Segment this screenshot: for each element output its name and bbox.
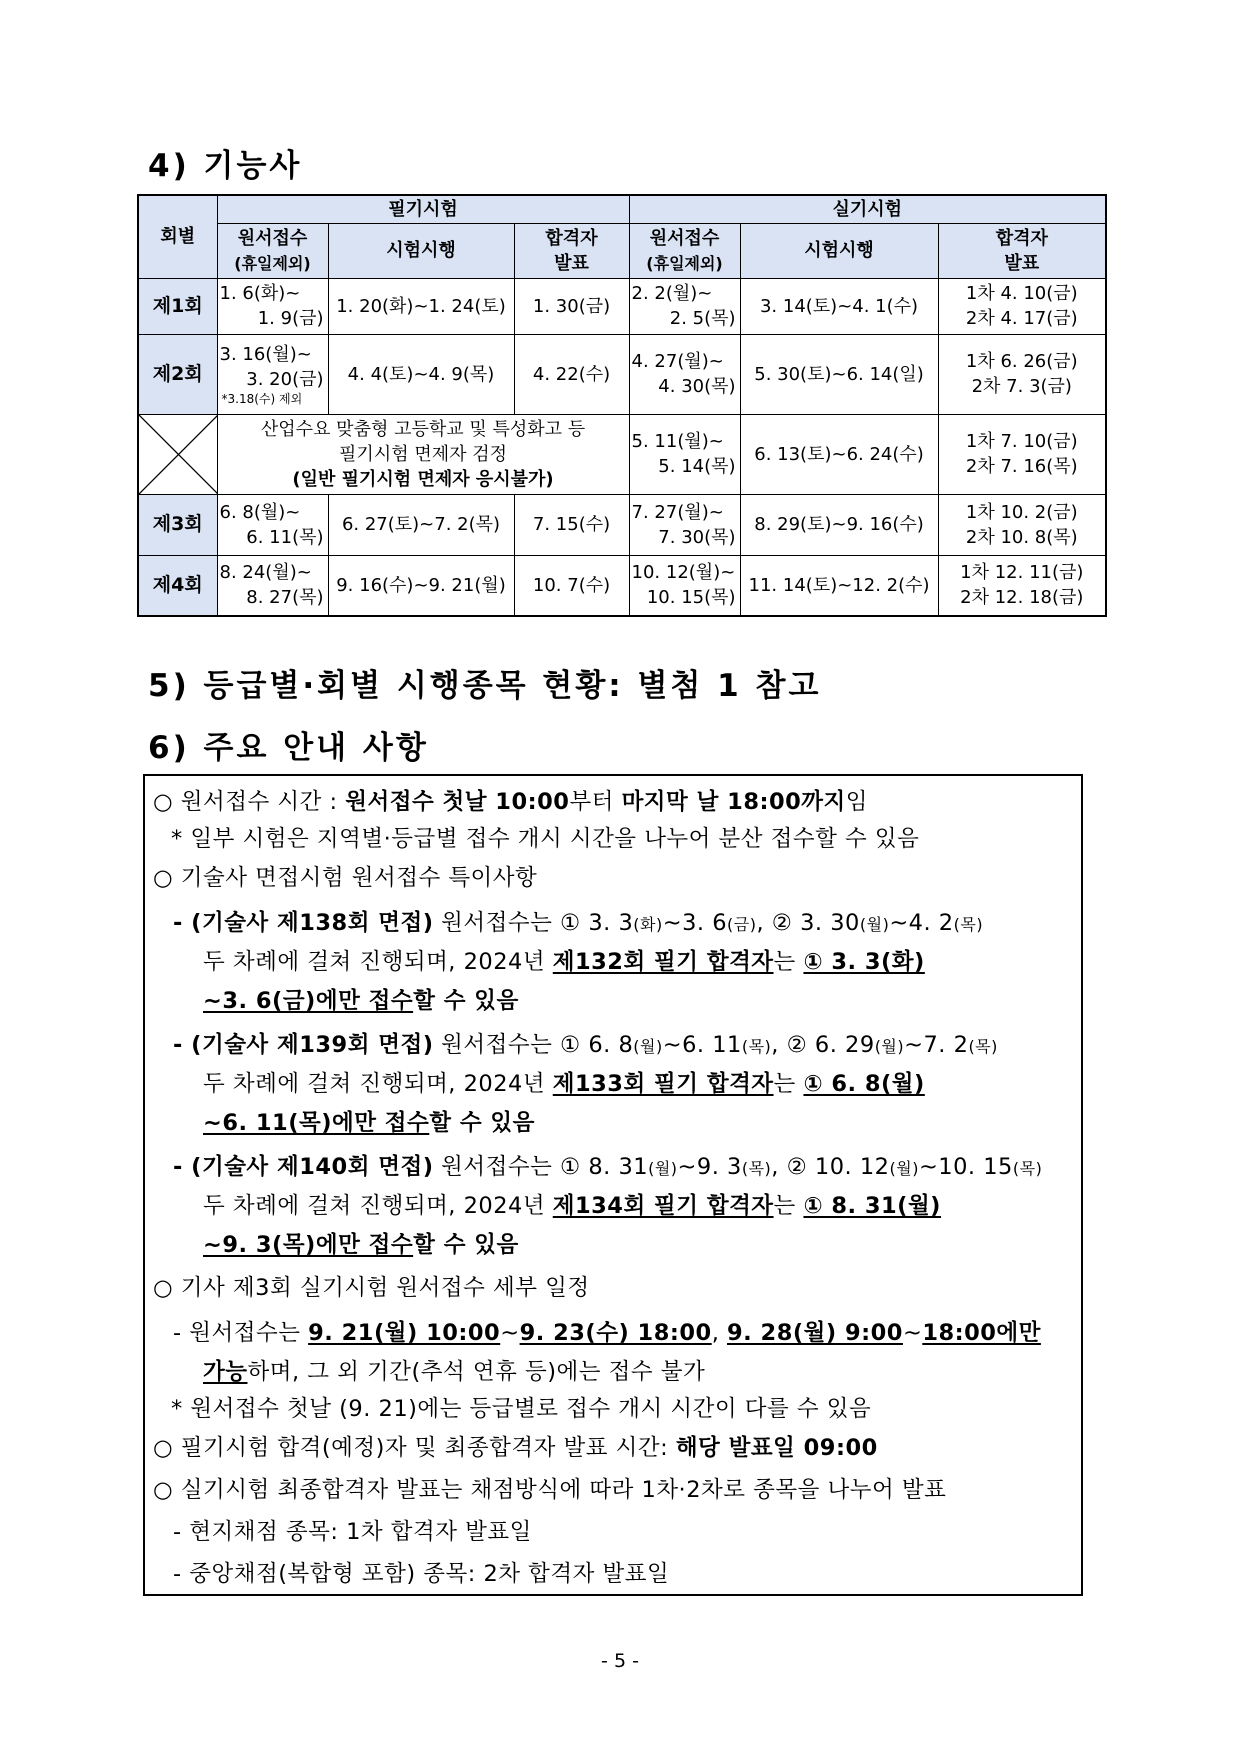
practical-apply-cell: 7. 27(월)~ 7. 30(목) <box>629 494 740 555</box>
practical-apply-cell: 5. 11(월)~ 5. 14(목) <box>629 414 740 494</box>
note-engineer-round3: ○ 기사 제3회 실기시험 원서접수 세부 일정 <box>153 1275 590 1301</box>
written-exam-cell: 4. 4(토)~4. 9(목) <box>328 334 514 414</box>
note-pe-138-line3: ~3. 6(금)에만 접수할 수 있음 <box>203 988 519 1014</box>
written-apply-cell: 6. 8(월)~ 6. 11(목) <box>217 494 328 555</box>
practical-apply-cell: 10. 12(월)~ 10. 15(목) <box>629 555 740 616</box>
written-exam-cell: 1. 20(화)~1. 24(토) <box>328 278 514 334</box>
practical-exam-cell: 5. 30(토)~6. 14(일) <box>740 334 938 414</box>
header-practical-group: 실기시험 <box>629 195 1106 223</box>
exempt-exam-note: 산업수요 맞춤형 고등학교 및 특성화고 등 필기시험 면제자 검정 (일반 필기시험 면제자 응시불가) <box>217 414 629 494</box>
header-written-apply: 원서접수 (휴일제외) <box>217 223 328 278</box>
note-pe-140-line3: ~9. 3(목)에만 접수할 수 있음 <box>203 1232 519 1258</box>
note-pe-140-line1: - (기술사 제140회 면접) 원서접수는 ① 8. 31(월)~9. 3(목), ② 10. 12(월)~10. 15(목) <box>173 1154 1043 1180</box>
round-label: 제2회 <box>138 334 217 414</box>
written-result-cell: 1. 30(금) <box>514 278 629 334</box>
practical-exam-cell: 6. 13(토)~6. 24(수) <box>740 414 938 494</box>
practical-exam-cell: 8. 29(토)~9. 16(수) <box>740 494 938 555</box>
section-heading-6: 6) 주요 안내 사항 <box>148 730 429 766</box>
written-result-cell: 10. 7(수) <box>514 555 629 616</box>
section-heading-4: 4) 기능사 <box>148 148 303 184</box>
note-practical-result-local: - 현지채점 종목: 1차 합격자 발표일 <box>173 1519 532 1545</box>
practical-exam-cell: 11. 14(토)~12. 2(수) <box>740 555 938 616</box>
written-result-cell: 7. 15(수) <box>514 494 629 555</box>
note-practical-result-central: - 중앙채점(복합형 포함) 종목: 2차 합격자 발표일 <box>173 1561 670 1587</box>
round-label: 제1회 <box>138 278 217 334</box>
header-practical-exam: 시험시행 <box>740 223 938 278</box>
header-written-exam: 시험시행 <box>328 223 514 278</box>
round-label: 제3회 <box>138 494 217 555</box>
empty-crossed-cell <box>138 414 217 494</box>
note-pe-138-line1: - (기술사 제138회 면접) 원서접수는 ① 3. 3(화)~3. 6(금), ② 3. 30(월)~4. 2(목) <box>173 910 984 936</box>
practical-result-cell: 1차 10. 2(금) 2차 10. 8(목) <box>938 494 1106 555</box>
practical-exam-cell: 3. 14(토)~4. 1(수) <box>740 278 938 334</box>
table-row <box>138 334 1106 414</box>
written-exam-cell: 9. 16(수)~9. 21(월) <box>328 555 514 616</box>
practical-result-cell: 1차 12. 11(금) 2차 12. 18(금) <box>938 555 1106 616</box>
written-apply-cell: 1. 6(화)~ 1. 9(금) <box>217 278 328 334</box>
page-number: - 5 - <box>601 1650 639 1672</box>
table-row <box>138 414 1106 494</box>
written-apply-cell: 8. 24(월)~ 8. 27(목) <box>217 555 328 616</box>
practical-result-cell: 1차 6. 26(금) 2차 7. 3(금) <box>938 334 1106 414</box>
practical-apply-cell: 2. 2(월)~ 2. 5(목) <box>629 278 740 334</box>
note-engineer-round3-line2: 가능하며, 그 외 기간(추석 연휴 등)에는 접수 불가 <box>203 1359 706 1385</box>
table-row <box>138 278 1106 334</box>
note-pe-139-line2: 두 차례에 걸쳐 진행되며, 2024년 제133회 필기 합격자는 ① 6. 8(월) <box>203 1071 925 1097</box>
note-pe-139-line3: ~6. 11(목)에만 접수할 수 있음 <box>203 1110 535 1136</box>
table-row <box>138 494 1106 555</box>
practical-result-cell: 1차 7. 10(금) 2차 7. 16(목) <box>938 414 1106 494</box>
schedule-table <box>137 194 1107 617</box>
note-pe-138-line2: 두 차례에 걸쳐 진행되며, 2024년 제132회 필기 합격자는 ① 3. 3(화) <box>203 949 925 975</box>
section-heading-5: 5) 등급별·회별 시행종목 현황: 별첨 1 참고 <box>148 668 822 704</box>
note-pe-139-line1: - (기술사 제139회 면접) 원서접수는 ① 6. 8(월)~6. 11(목), ② 6. 29(월)~7. 2(목) <box>173 1032 998 1058</box>
header-written-result: 합격자 발표 <box>514 223 629 278</box>
header-practical-apply: 원서접수 (휴일제외) <box>629 223 740 278</box>
note-engineer-round3-line1: - 원서접수는 9. 21(월) 10:00~9. 23(수) 18:00, 9. 28(월) 9:00~18:00에만 <box>173 1320 1041 1346</box>
header-written-group: 필기시험 <box>217 195 629 223</box>
notice-box <box>143 774 1083 1596</box>
written-exam-cell: 6. 27(토)~7. 2(목) <box>328 494 514 555</box>
note-practical-result: ○ 실기시험 최종합격자 발표는 채점방식에 따라 1차·2차로 종목을 나누어 발표 <box>153 1477 947 1503</box>
note-pe-interview: ○ 기술사 면접시험 원서접수 특이사항 <box>153 865 538 891</box>
table-row <box>138 555 1106 616</box>
note-announcement-time: ○ 필기시험 합격(예정)자 및 최종합격자 발표 시간: 해당 발표일 09:00 <box>153 1435 878 1461</box>
practical-result-cell: 1차 4. 10(금) 2차 4. 17(금) <box>938 278 1106 334</box>
round-label: 제4회 <box>138 555 217 616</box>
note-engineer-round3-sub: * 원서접수 첫날 (9. 21)에는 등급별로 접수 개시 시간이 다를 수 있음 <box>171 1396 872 1422</box>
written-apply-cell: 3. 16(월)~ 3. 20(금) *3.18(수) 제외 <box>217 334 328 414</box>
note-application-time-sub: * 일부 시험은 지역별·등급별 접수 개시 시간을 나누어 분산 접수할 수 있음 <box>171 826 920 852</box>
written-result-cell: 4. 22(수) <box>514 334 629 414</box>
practical-apply-cell: 4. 27(월)~ 4. 30(목) <box>629 334 740 414</box>
note-application-time: ○ 원서접수 시간 : 원서접수 첫날 10:00부터 마지막 날 18:00까지임 <box>153 789 869 815</box>
header-round: 회별 <box>138 195 217 278</box>
header-practical-result: 합격자 발표 <box>938 223 1106 278</box>
note-pe-140-line2: 두 차례에 걸쳐 진행되며, 2024년 제134회 필기 합격자는 ① 8. 31(월) <box>203 1193 941 1219</box>
